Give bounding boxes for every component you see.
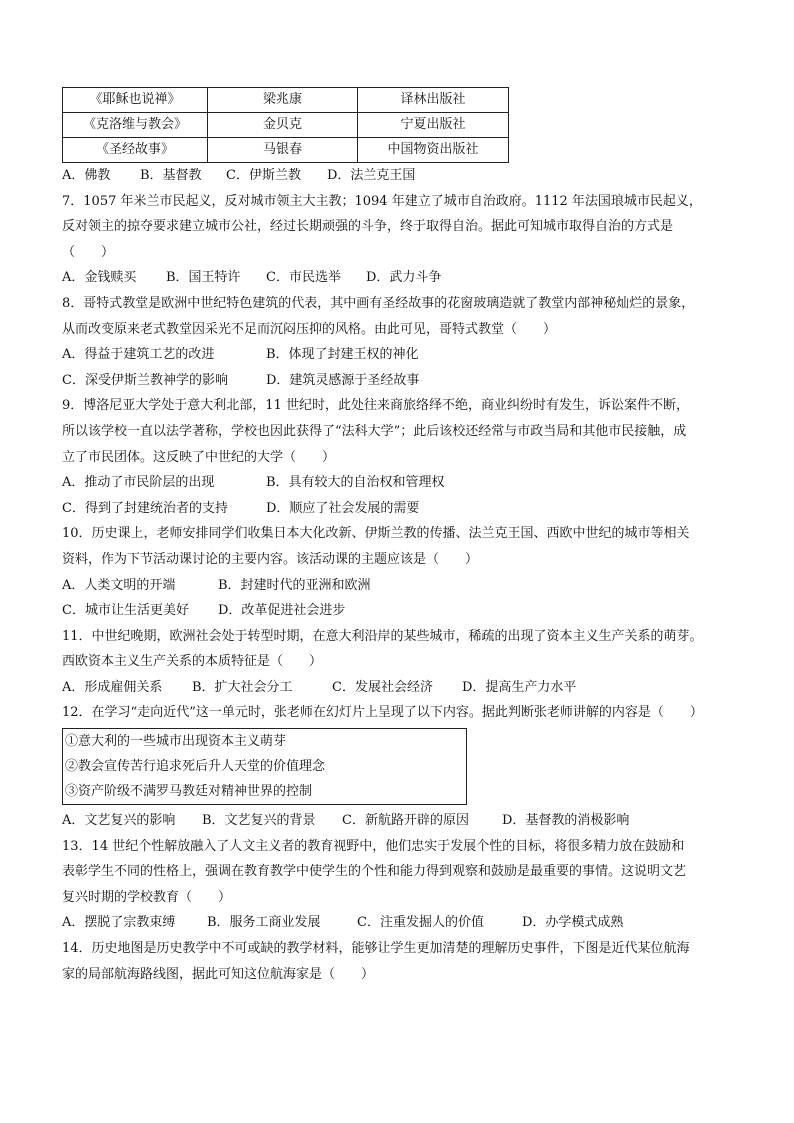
slide-item: ①意大利的一些城市出现资本主义萌芽 [65, 734, 287, 750]
table-cell: 译林出版社 [358, 88, 509, 113]
q11-option-d: D．提高生产力水平 [462, 679, 577, 695]
question-14 [62, 936, 738, 987]
slide-item: ②教会宣传苦行追求死后升人天堂的价值理念 [65, 759, 326, 775]
q8-text-line: 从而改变原来老式教堂因采光不足而沉闷压抑的风格。由此可见，哥特式教堂（ ） [62, 321, 557, 337]
table-cell: 《圣经故事》 [63, 138, 208, 163]
q10-options-row-1 [62, 573, 738, 599]
q9-options-row-2 [62, 496, 738, 522]
table-cell: 马银春 [208, 138, 358, 163]
q10-option-b: B．封建时代的亚洲和欧洲 [218, 577, 371, 593]
q11-option-b: B．扩大社会分工 [192, 679, 293, 695]
table-cell: 中国物资出版社 [358, 138, 509, 163]
q7-text-line: 反对领主的掠夺要求建立城市公社，经过长期顽强的斗争，终于取得自治。据此可知城市取得自治的方式是 [62, 219, 674, 235]
q12-text-line: 12．在学习“走向近代”这一单元时，张老师在幻灯片上呈现了以下内容。据此判断张老师讲解的内容是（ ） [62, 705, 703, 721]
question-11 [62, 624, 738, 701]
q7-options [62, 265, 738, 291]
question-7 [62, 189, 738, 291]
q6-option-d: D．法兰克王国 [327, 168, 416, 183]
q9-option-c: C．得到了封建统治者的支持 [62, 500, 228, 516]
q12-option-c: C．新航路开辟的原因 [342, 813, 469, 829]
q7-text-line: （ ） [62, 244, 115, 260]
q8-option-c: C．深受伊斯兰教神学的影响 [62, 372, 228, 388]
q6-options [62, 163, 738, 189]
q10-option-a: A．人类文明的开端 [62, 577, 176, 593]
q10-option-c: C．城市让生活更美好 [62, 603, 189, 619]
q9-options-row-1 [62, 470, 738, 496]
q10-text-line: 资料，作为下节活动课讨论的主要内容。该活动课的主题应该是（ ） [62, 551, 479, 567]
q7-option-c: C．市民选举 [266, 270, 341, 286]
q13-option-b: B．服务工商业发展 [207, 915, 321, 931]
q12-option-a: A．文艺复兴的影响 [62, 813, 176, 829]
q9-text-line: 立了市民团体。这反映了中世纪的大学（ ） [62, 449, 336, 465]
q11-options [62, 675, 738, 701]
q12-option-b: B．文艺复兴的背景 [202, 813, 316, 829]
table-cell: 梁兆康 [208, 88, 358, 113]
q9-option-b: B．具有较大的自治权和管理权 [266, 475, 445, 491]
slide-item: ③资产阶级不满罗马教廷对精神世界的控制 [65, 784, 313, 800]
q12-option-d: D．基督教的消极影响 [502, 813, 630, 829]
q13-text-line: 13．14 世纪个性解放融入了人文主义者的教育视野中，他们忠实于发展个性的目标，将很多精力放在鼓励和 [62, 838, 685, 854]
table-cell: 《耶稣也说禅》 [63, 88, 208, 113]
q7-option-d: D．武力斗争 [366, 270, 442, 286]
q8-options-row-1 [62, 342, 738, 368]
q8-option-a: A．得益于建筑工艺的改进 [62, 347, 215, 363]
question-9 [62, 393, 738, 521]
q12-options [62, 808, 738, 834]
q8-options-row-2 [62, 368, 738, 394]
q7-option-a: A．金钱赎买 [62, 270, 137, 286]
q6-option-a: A．佛教 [62, 168, 111, 183]
table-cell: 金贝克 [208, 113, 358, 138]
q8-option-d: D．建筑灵感源于圣经故事 [266, 372, 420, 388]
table-cell: 《克洛维与教会》 [63, 113, 208, 138]
table-row [63, 113, 509, 138]
q13-option-c: C．注重发掘人的价值 [357, 915, 484, 931]
q14-text-line: 家的局部航海路线图，据此可知这位航海家是（ ） [62, 966, 375, 982]
question-10 [62, 521, 738, 623]
q6-option-b: B．基督教 [140, 168, 202, 183]
q9-option-d: D．顺应了社会发展的需要 [266, 500, 420, 516]
q13-option-a: A．摆脱了宗教束缚 [62, 915, 176, 931]
q8-text-line: 8．哥特式教堂是欧洲中世纪特色建筑的代表，其中画有圣经故事的花窗玻璃造就了教堂内部神秘灿烂的景象， [62, 295, 695, 311]
table-cell: 宁夏出版社 [358, 113, 509, 138]
question-13 [62, 834, 738, 936]
table-row [63, 88, 509, 113]
q11-option-a: A．形成雇佣关系 [62, 679, 163, 695]
q10-options-row-2 [62, 598, 738, 624]
slide-content-box [62, 728, 467, 805]
q13-option-d: D．办学模式成熟 [522, 915, 624, 931]
table-row [63, 138, 509, 163]
q9-text-line: 所以该学校一直以法学著称，学校也因此获得了“法科大学”；此后该校还经常与市政当局和其他市民接触，成 [62, 423, 687, 439]
q8-option-b: B．体现了封建王权的神化 [266, 347, 419, 363]
q11-text-line: 西欧资本主义生产关系的本质特征是（ ） [62, 654, 323, 670]
q13-text-line: 复兴时期的学校教育（ ） [62, 889, 232, 905]
q9-text-line: 9．博洛尼亚大学处于意大利北部，11 世纪时，此处往来商旅络绎不绝，商业纠纷时有发生，诉讼案件不断， [62, 398, 689, 414]
q9-option-a: A．推动了市民阶层的出现 [62, 475, 215, 491]
q11-text-line: 11．中世纪晚期，欧洲社会处于转型时期，在意大利沿岸的某些城市，稀疏的出现了资本主义生产关系的萌芽。 [62, 628, 703, 644]
q14-text-line: 14．历史地图是历史教学中不可或缺的教学材料，能够让学生更加清楚的理解历史事件，下图是近代某位航海 [62, 941, 690, 957]
q6-option-c: C．伊斯兰教 [226, 168, 301, 183]
page-content [62, 87, 738, 987]
q7-text-line: 7．1057 年米兰市民起义，反对城市领主大主教；1094 年建立了城市自治政府。1112 年法国琅城市民起义， [62, 193, 702, 209]
question-8 [62, 291, 738, 393]
book-table [62, 87, 509, 163]
q13-options [62, 910, 738, 936]
q7-option-b: B．国王特许 [166, 270, 241, 286]
question-12 [62, 700, 738, 833]
q13-text-line: 表彰学生不同的性格上，强调在教育教学中使学生的个性和能力得到观察和鼓励是最重要的事情。这说明文艺 [62, 864, 687, 880]
q10-option-d: D．改革促进社会进步 [218, 603, 346, 619]
q10-text-line: 10．历史课上，老师安排同学们收集日本大化改新、伊斯兰教的传播、法兰克王国、西欧中世纪的城市等相关 [62, 526, 690, 542]
q11-option-c: C．发展社会经济 [332, 679, 433, 695]
